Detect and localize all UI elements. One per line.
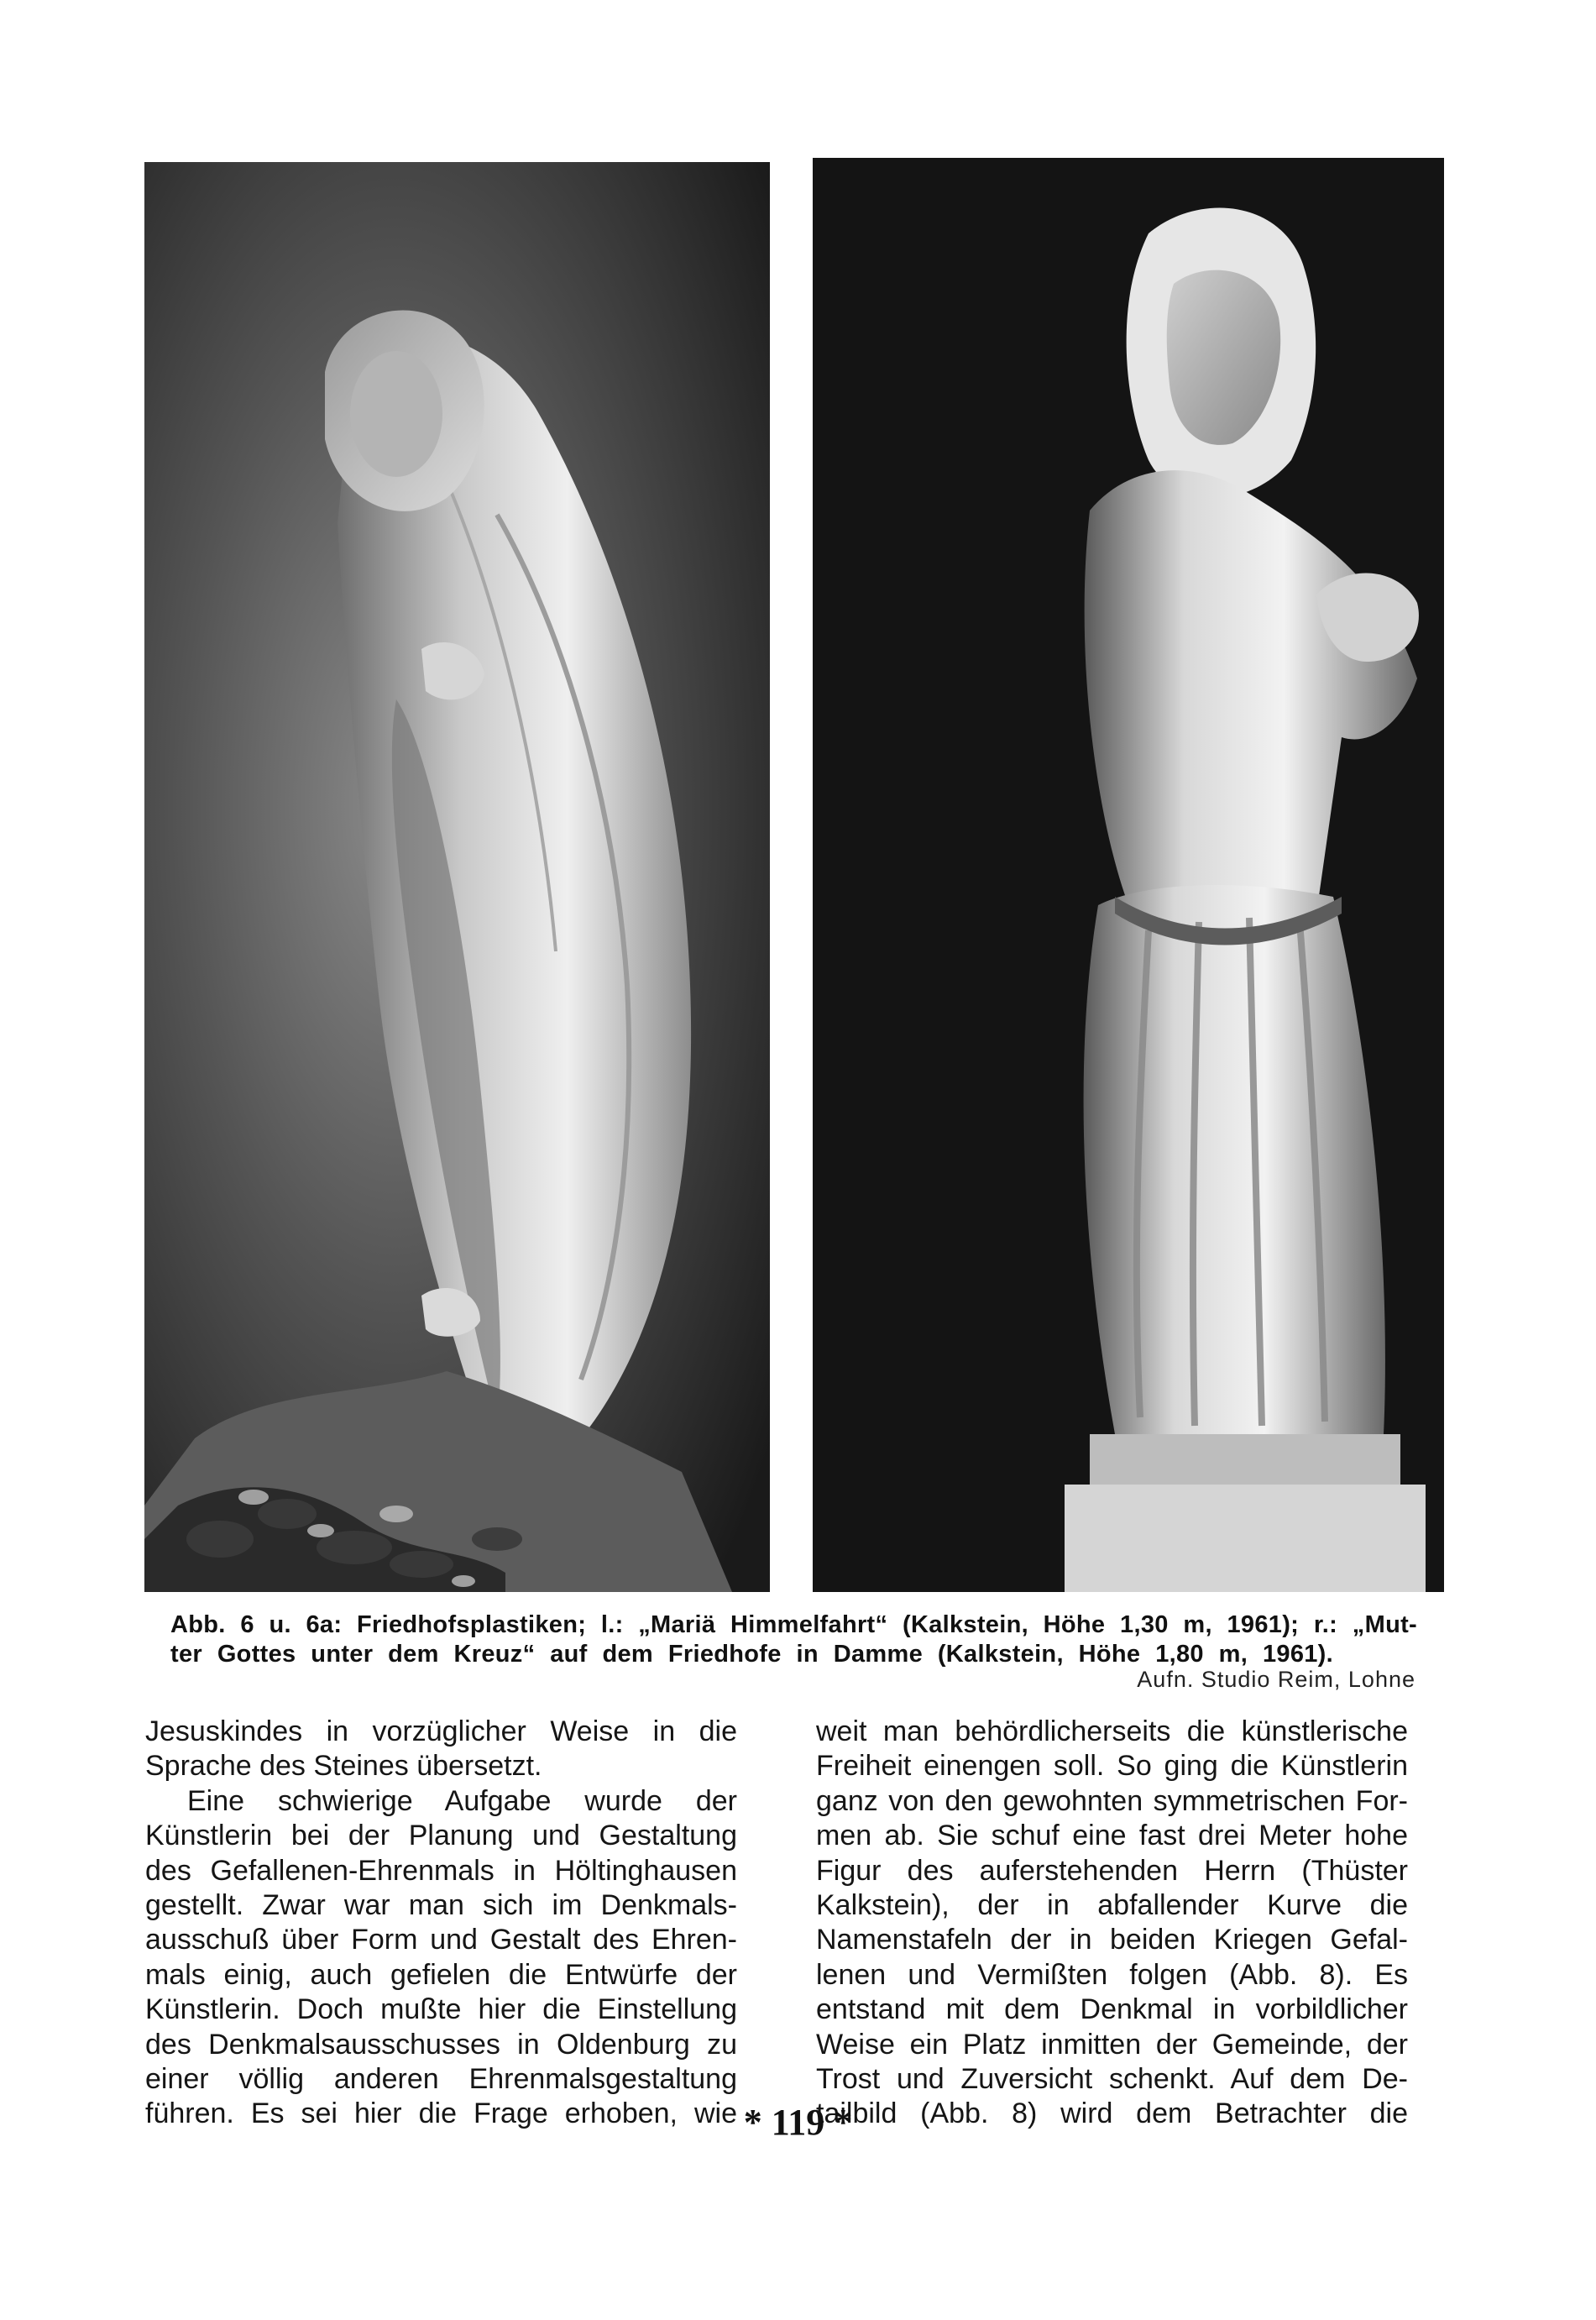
text-line: Künstlerin. Doch mußte hier die Einstellung	[145, 1993, 737, 2026]
text-line: Trost und Zuversicht schenkt. Auf dem De-	[816, 2063, 1408, 2096]
caption-line-2: ter Gottes unter dem Kreuz“ auf dem Friedhofe in Damme (Kalkstein, Höhe 1,80 m, 1961).	[170, 1641, 1333, 1668]
text-line: führen. Es sei hier die Frage erhoben, wie	[145, 2097, 737, 2130]
text-line: lenen und Vermißten folgen (Abb. 8). Es	[816, 1958, 1408, 1991]
text-line: ausschuß über Form und Gestalt des Ehren-	[145, 1924, 737, 1956]
text-line: Eine schwierige Aufgabe wurde der	[187, 1784, 737, 1817]
photo-credit: Aufn. Studio Reim, Lohne	[1137, 1667, 1415, 1692]
page-number: * 119 *	[743, 2102, 853, 2143]
text-line: weit man behördlicherseits die künstlerische	[816, 1715, 1408, 1747]
figure-caption	[170, 1610, 1417, 1669]
caption-line-1: Abb. 6 u. 6a: Friedhofsplastiken; l.: „Mariä Himmelfahrt“ (Kalkstein, Höhe 1,30 m, 1961); r.: „Mut-	[170, 1611, 1417, 1638]
text-line: Freiheit einengen soll. So ging die Künstlerin	[816, 1750, 1408, 1783]
body-left-column	[145, 1715, 737, 2132]
text-line: gestellt. Zwar war man sich im Denkmals-	[145, 1889, 737, 1922]
statue-mutter-gottes-image	[813, 158, 1444, 1592]
text-line: tailbild (Abb. 8) wird dem Betrachter die	[816, 2097, 1408, 2130]
text-line: Namenstafeln der in beiden Kriegen Gefal-	[816, 1924, 1408, 1956]
text-line: Weise ein Platz inmitten der Gemeinde, der	[816, 2028, 1408, 2061]
text-line: des Gefallenen-Ehrenmals in Höltinghausen	[145, 1854, 737, 1887]
statue-maria-himmelfahrt-image	[144, 162, 770, 1592]
text-line: Künstlerin bei der Planung und Gestaltung	[145, 1820, 737, 1852]
text-line: men ab. Sie schuf eine fast drei Meter hohe	[816, 1820, 1408, 1852]
text-line: Figur des auferstehenden Herrn (Thüster	[816, 1854, 1408, 1887]
body-right-column	[816, 1715, 1408, 2132]
text-line: entstand mit dem Denkmal in vorbildlicher	[816, 1993, 1408, 2026]
text-line: Sprache des Steines übersetzt.	[145, 1750, 542, 1783]
text-line: ganz von den gewohnten symmetrischen For-	[816, 1784, 1408, 1817]
photo-mutter-gottes	[813, 158, 1444, 1592]
text-line: des Denkmalsausschusses in Oldenburg zu	[145, 2028, 737, 2061]
text-line: mals einig, auch gefielen die Entwürfe der	[145, 1958, 737, 1991]
photo-maria-himmelfahrt	[144, 162, 770, 1592]
text-line: einer völlig anderen Ehrenmalsgestaltung	[145, 2063, 737, 2096]
text-line: Kalkstein), der in abfallender Kurve die	[816, 1889, 1408, 1922]
text-line: Jesuskindes in vorzüglicher Weise in die	[145, 1715, 737, 1747]
